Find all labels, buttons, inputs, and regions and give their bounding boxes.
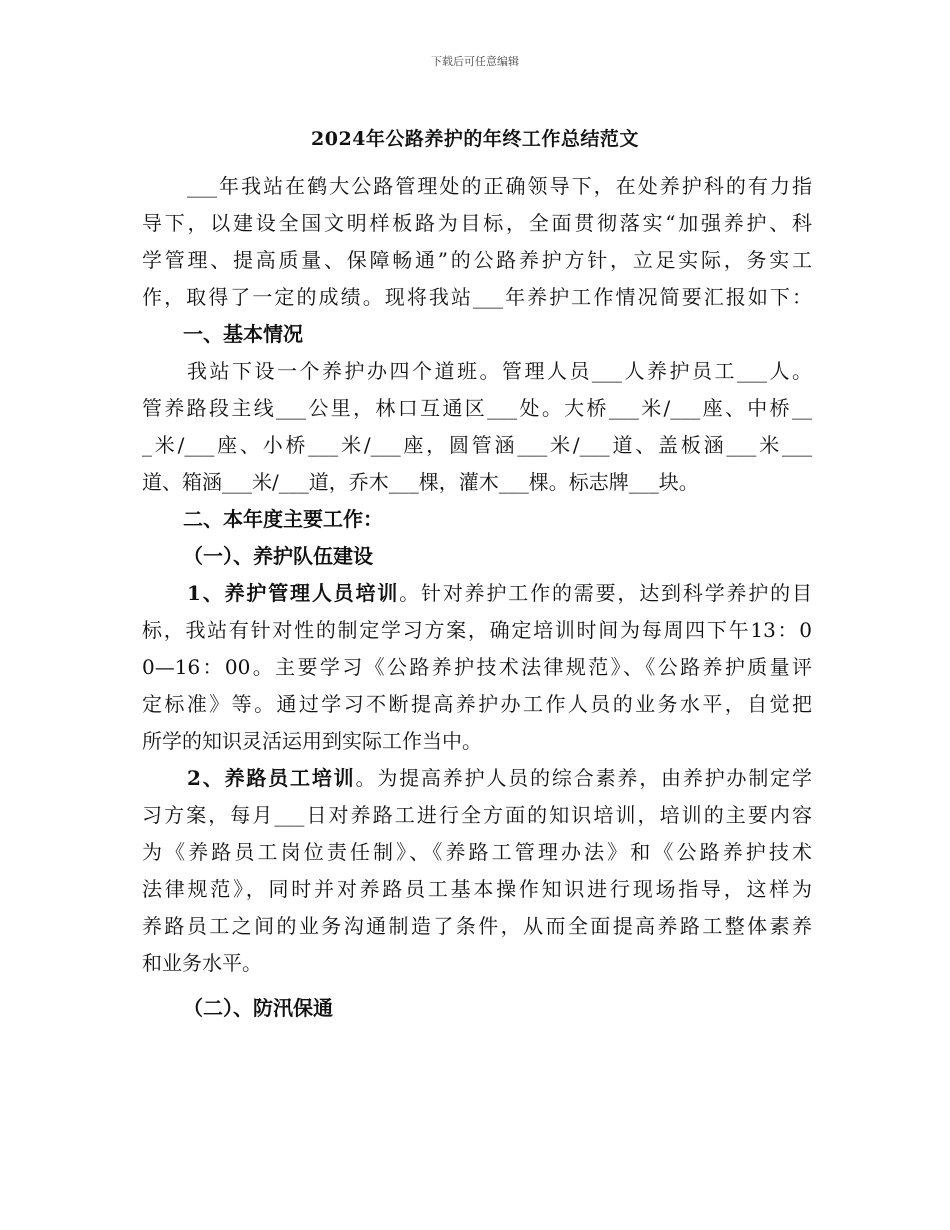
paragraph-line: _米/___座、小桥___米/___座，圆管涵___米/___道、盖板涵___米___	[142, 433, 812, 457]
subsection-heading: （一）、养护队伍建设	[183, 544, 373, 568]
paragraph-line: 我站下设一个养护办四个道班。管理人员___人养护员工___人。	[187, 359, 812, 383]
paragraph-line: 标，我站有针对性的制定学习方案，确定培训时间为每周四下午13：0	[142, 618, 812, 642]
paragraph-line: 和业务水平。	[142, 951, 262, 975]
paragraph-line: 0—16：00。主要学习《公路养护技术法律规范》、《公路养护质量评	[142, 655, 812, 679]
paragraph-line: ___年我站在鹤大公路管理处的正确领导下，在处养护科的有力指	[187, 174, 812, 198]
paragraph-line: 管养路段主线___公里，林口互通区___处。大桥___米/___座、中桥__	[142, 396, 812, 420]
paragraph-line: 习方案，每月___日对养路工进行全方面的知识培训，培训的主要内容	[142, 803, 812, 827]
item-text: 。针对养护工作的需要，达到科学养护的目	[399, 581, 813, 605]
paragraph-line	[142, 575, 812, 612]
paragraph-line: 作，取得了一定的成绩。现将我站___年养护工作情况简要汇报如下：	[142, 285, 812, 309]
document-title: 2024年公路养护的年终工作总结范文	[311, 128, 639, 150]
document-body	[142, 168, 812, 1027]
paragraph-line: 法律规范》，同时并对养路员工基本操作知识进行现场指导，这样为	[142, 877, 812, 901]
paragraph-line: 道、箱涵___米/___道，乔木___棵，灌木___棵。标志牌___块。	[142, 470, 699, 494]
page-header: 下载后可任意编辑	[431, 55, 519, 68]
item-heading: 1、养护管理人员培训	[187, 581, 400, 605]
section-heading: 一、基本情况	[183, 322, 303, 346]
item-heading: 2、养路员工培训	[187, 766, 356, 790]
paragraph-line: 所学的知识灵活运用到实际工作当中。	[142, 729, 482, 753]
paragraph-line	[142, 760, 812, 797]
paragraph-line: 导下，以建设全国文明样板路为目标，全面贯彻落实“加强养护、科	[142, 211, 812, 235]
subsection-heading: （二）、防汛保通	[183, 996, 333, 1020]
section-heading: 二、本年度主要工作：	[183, 507, 383, 531]
item-text: 。为提高养护人员的综合素养，由养护办制定学	[355, 766, 812, 790]
paragraph-line: 学管理、提高质量、保障畅通”的公路养护方针，立足实际，务实工	[142, 248, 812, 272]
paragraph-line: 定标准》等。通过学习不断提高养护办工作人员的业务水平，自觉把	[142, 692, 812, 716]
paragraph-line: 为《养路员工岗位责任制》、《养路工管理办法》和《公路养护技术	[142, 840, 812, 864]
paragraph-line: 养路员工之间的业务沟通制造了条件，从而全面提高养路工整体素养	[142, 914, 812, 938]
